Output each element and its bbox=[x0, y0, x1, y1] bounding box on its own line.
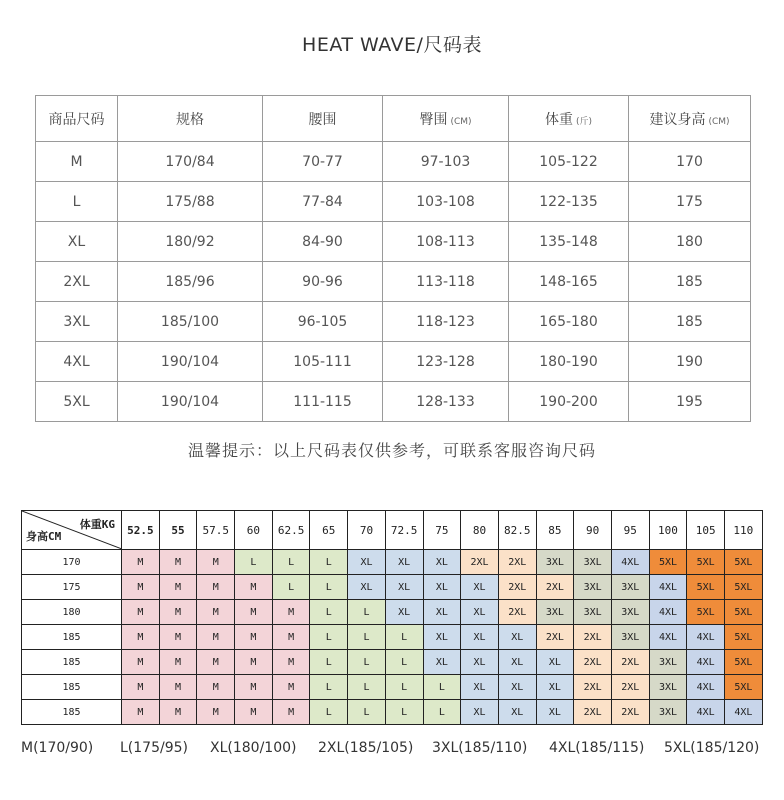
size-cell: M bbox=[159, 700, 197, 725]
size-cell: 3XL bbox=[574, 550, 612, 575]
weight-header-cell: 82.5 bbox=[498, 511, 536, 550]
size-cell: M bbox=[197, 625, 235, 650]
table-cell: 148-165 bbox=[509, 262, 629, 302]
table-cell: 105-111 bbox=[263, 342, 383, 382]
size-cell: M bbox=[159, 650, 197, 675]
size-cell: 2XL bbox=[536, 575, 574, 600]
size-cell: XL bbox=[536, 700, 574, 725]
size-cell: 5XL bbox=[725, 625, 763, 650]
table-cell: 190/104 bbox=[118, 382, 263, 422]
size-cell: M bbox=[272, 675, 310, 700]
size-cell: XL bbox=[385, 550, 423, 575]
table-cell: 118-123 bbox=[383, 302, 509, 342]
weight-header-cell: 60 bbox=[235, 511, 273, 550]
table-cell: 3XL bbox=[36, 302, 118, 342]
size-cell: 5XL bbox=[725, 650, 763, 675]
size-cell: 2XL bbox=[574, 625, 612, 650]
size-cell: M bbox=[197, 550, 235, 575]
size-legend bbox=[0, 740, 784, 760]
table-cell: M bbox=[36, 142, 118, 182]
size-cell: 2XL bbox=[461, 550, 499, 575]
table-cell: 84-90 bbox=[263, 222, 383, 262]
size-cell: 5XL bbox=[725, 575, 763, 600]
size-cell: 4XL bbox=[687, 675, 725, 700]
size-cell: L bbox=[348, 625, 386, 650]
table-cell: 96-105 bbox=[263, 302, 383, 342]
table-row bbox=[36, 382, 751, 422]
header-label: 体重 bbox=[544, 111, 573, 128]
size-cell: 4XL bbox=[649, 575, 687, 600]
size-cell: 2XL bbox=[498, 575, 536, 600]
table-cell: 2XL bbox=[36, 262, 118, 302]
table-cell: 70-77 bbox=[263, 142, 383, 182]
size-cell: 3XL bbox=[574, 575, 612, 600]
size-cell: M bbox=[159, 675, 197, 700]
weight-header-cell: 90 bbox=[574, 511, 612, 550]
weight-header-cell: 57.5 bbox=[197, 511, 235, 550]
size-cell: 2XL bbox=[574, 650, 612, 675]
size-cell: 3XL bbox=[611, 625, 649, 650]
table-cell: 190/104 bbox=[118, 342, 263, 382]
header-label: 腰围 bbox=[308, 111, 337, 128]
size-cell: M bbox=[235, 575, 273, 600]
size-cell: M bbox=[272, 650, 310, 675]
size-cell: L bbox=[385, 650, 423, 675]
height-cell: 185 bbox=[22, 700, 122, 725]
height-cell: 170 bbox=[22, 550, 122, 575]
size-cell: XL bbox=[423, 550, 461, 575]
size-cell: M bbox=[272, 625, 310, 650]
legend-item: L(175/95) bbox=[120, 740, 188, 756]
size-cell: 3XL bbox=[649, 650, 687, 675]
table-row bbox=[36, 182, 751, 222]
size-cell: M bbox=[159, 600, 197, 625]
size-cell: M bbox=[272, 600, 310, 625]
size-cell: XL bbox=[498, 700, 536, 725]
size-cell: XL bbox=[461, 600, 499, 625]
height-cell: 180 bbox=[22, 600, 122, 625]
size-cell: XL bbox=[498, 675, 536, 700]
table-cell: 185/100 bbox=[118, 302, 263, 342]
size-cell: XL bbox=[461, 675, 499, 700]
header-label: 商品尺码 bbox=[48, 111, 105, 128]
size-cell: M bbox=[122, 650, 160, 675]
size-cell: M bbox=[235, 650, 273, 675]
size-cell: L bbox=[385, 675, 423, 700]
weight-header-cell: 95 bbox=[611, 511, 649, 550]
size-cell: L bbox=[348, 600, 386, 625]
height-cell: 185 bbox=[22, 650, 122, 675]
weight-header-cell: 62.5 bbox=[272, 511, 310, 550]
size-cell: 3XL bbox=[649, 700, 687, 725]
size-table-header-cell bbox=[263, 96, 383, 142]
size-cell: XL bbox=[536, 650, 574, 675]
size-cell: 2XL bbox=[498, 550, 536, 575]
size-cell: 5XL bbox=[687, 575, 725, 600]
weight-header-cell: 65 bbox=[310, 511, 348, 550]
size-cell: 2XL bbox=[611, 675, 649, 700]
size-table-header-cell bbox=[383, 96, 509, 142]
size-cell: 3XL bbox=[536, 600, 574, 625]
size-cell: M bbox=[197, 675, 235, 700]
table-cell: 90-96 bbox=[263, 262, 383, 302]
size-cell: M bbox=[122, 550, 160, 575]
size-cell: 2XL bbox=[574, 700, 612, 725]
size-cell: L bbox=[310, 675, 348, 700]
table-cell: 165-180 bbox=[509, 302, 629, 342]
header-unit: (CM) bbox=[450, 116, 472, 127]
size-chart-table bbox=[35, 95, 751, 422]
size-cell: XL bbox=[348, 550, 386, 575]
size-cell: XL bbox=[385, 600, 423, 625]
legend-item: 3XL(185/110) bbox=[432, 740, 528, 756]
size-cell: L bbox=[310, 700, 348, 725]
size-cell: L bbox=[272, 550, 310, 575]
size-cell: L bbox=[423, 700, 461, 725]
size-cell: L bbox=[385, 700, 423, 725]
size-cell: 3XL bbox=[611, 575, 649, 600]
table-cell: 122-135 bbox=[509, 182, 629, 222]
size-cell: 4XL bbox=[649, 625, 687, 650]
grid-header-row bbox=[22, 511, 763, 550]
table-row bbox=[36, 342, 751, 382]
size-cell: 5XL bbox=[649, 550, 687, 575]
table-cell: 175/88 bbox=[118, 182, 263, 222]
size-cell: M bbox=[235, 625, 273, 650]
size-cell: 2XL bbox=[574, 675, 612, 700]
size-cell: L bbox=[310, 575, 348, 600]
size-cell: 3XL bbox=[649, 675, 687, 700]
size-cell: M bbox=[122, 575, 160, 600]
table-row bbox=[36, 262, 751, 302]
weight-header-cell: 70 bbox=[348, 511, 386, 550]
table-cell: 185/96 bbox=[118, 262, 263, 302]
table-cell: 180/92 bbox=[118, 222, 263, 262]
size-tip: 温馨提示：以上尺码表仅供参考，可联系客服咨询尺码 bbox=[187, 441, 596, 460]
height-cell: 185 bbox=[22, 625, 122, 650]
size-cell: L bbox=[348, 650, 386, 675]
weight-header-cell: 75 bbox=[423, 511, 461, 550]
grid-row bbox=[22, 575, 763, 600]
size-cell: XL bbox=[498, 625, 536, 650]
table-cell: 175 bbox=[629, 182, 751, 222]
legend-item: 4XL(185/115) bbox=[549, 740, 645, 756]
size-cell: L bbox=[272, 575, 310, 600]
size-cell: 4XL bbox=[725, 700, 763, 725]
size-cell: M bbox=[235, 600, 273, 625]
size-table-header-cell bbox=[118, 96, 263, 142]
table-cell: 5XL bbox=[36, 382, 118, 422]
legend-item: M(170/90) bbox=[21, 740, 94, 756]
header-unit: (CM) bbox=[708, 116, 730, 127]
size-cell: 4XL bbox=[687, 650, 725, 675]
size-cell: XL bbox=[536, 675, 574, 700]
table-cell: 128-133 bbox=[383, 382, 509, 422]
weight-axis-label: 体重KG bbox=[79, 518, 115, 531]
size-cell: L bbox=[348, 675, 386, 700]
legend-item: 5XL(185/120) bbox=[664, 740, 760, 756]
weight-header-cell: 85 bbox=[536, 511, 574, 550]
size-cell: M bbox=[159, 625, 197, 650]
weight-header-cell: 110 bbox=[725, 511, 763, 550]
height-cell: 185 bbox=[22, 675, 122, 700]
height-axis-label: 身高CM bbox=[26, 530, 62, 543]
weight-header-cell: 52.5 bbox=[122, 511, 160, 550]
size-cell: 4XL bbox=[611, 550, 649, 575]
size-cell: M bbox=[159, 550, 197, 575]
page-title: HEAT WAVE/尺码表 bbox=[302, 34, 482, 56]
table-cell: 170/84 bbox=[118, 142, 263, 182]
size-cell: XL bbox=[423, 600, 461, 625]
size-cell: 4XL bbox=[687, 625, 725, 650]
size-cell: 5XL bbox=[687, 550, 725, 575]
size-cell: XL bbox=[461, 575, 499, 600]
size-cell: M bbox=[122, 600, 160, 625]
size-table-header-cell bbox=[629, 96, 751, 142]
size-cell: L bbox=[310, 650, 348, 675]
table-cell: 180 bbox=[629, 222, 751, 262]
size-cell: 4XL bbox=[649, 600, 687, 625]
table-cell: 4XL bbox=[36, 342, 118, 382]
grid-row bbox=[22, 625, 763, 650]
size-cell: XL bbox=[498, 650, 536, 675]
table-row bbox=[36, 142, 751, 182]
height-cell: 175 bbox=[22, 575, 122, 600]
weight-header-cell: 72.5 bbox=[385, 511, 423, 550]
size-table-header-cell bbox=[509, 96, 629, 142]
size-cell: L bbox=[310, 550, 348, 575]
table-cell: 180-190 bbox=[509, 342, 629, 382]
grid-row bbox=[22, 675, 763, 700]
size-cell: XL bbox=[461, 700, 499, 725]
grid-row bbox=[22, 600, 763, 625]
size-cell: L bbox=[423, 675, 461, 700]
size-table-header-row bbox=[36, 96, 751, 142]
header-label: 规格 bbox=[176, 111, 204, 128]
size-cell: M bbox=[159, 575, 197, 600]
size-cell: 4XL bbox=[687, 700, 725, 725]
size-cell: L bbox=[348, 700, 386, 725]
table-cell: 185 bbox=[629, 262, 751, 302]
grid-row bbox=[22, 700, 763, 725]
size-cell: XL bbox=[423, 575, 461, 600]
height-weight-grid bbox=[21, 510, 763, 725]
table-cell: 190 bbox=[629, 342, 751, 382]
size-cell: 5XL bbox=[687, 600, 725, 625]
size-cell: M bbox=[122, 700, 160, 725]
size-cell: M bbox=[197, 700, 235, 725]
size-cell: M bbox=[122, 675, 160, 700]
size-cell: 3XL bbox=[536, 550, 574, 575]
size-cell: M bbox=[235, 675, 273, 700]
table-cell: 170 bbox=[629, 142, 751, 182]
size-cell: L bbox=[310, 625, 348, 650]
weight-header-cell: 80 bbox=[461, 511, 499, 550]
grid-corner-cell bbox=[22, 511, 122, 550]
table-cell: 97-103 bbox=[383, 142, 509, 182]
size-cell: M bbox=[197, 650, 235, 675]
size-cell: 5XL bbox=[725, 600, 763, 625]
size-cell: 2XL bbox=[536, 625, 574, 650]
size-cell: L bbox=[385, 625, 423, 650]
size-cell: 3XL bbox=[574, 600, 612, 625]
table-cell: 108-113 bbox=[383, 222, 509, 262]
table-cell: 113-118 bbox=[383, 262, 509, 302]
size-cell: XL bbox=[423, 650, 461, 675]
table-cell: 190-200 bbox=[509, 382, 629, 422]
header-unit: (斤) bbox=[575, 116, 593, 127]
legend-item: 2XL(185/105) bbox=[318, 740, 414, 756]
table-cell: 135-148 bbox=[509, 222, 629, 262]
size-cell: XL bbox=[423, 625, 461, 650]
size-cell: 2XL bbox=[611, 700, 649, 725]
table-cell: 77-84 bbox=[263, 182, 383, 222]
grid-row bbox=[22, 650, 763, 675]
size-cell: XL bbox=[461, 625, 499, 650]
header-label: 建议身高 bbox=[649, 111, 706, 128]
size-table-header-cell bbox=[36, 96, 118, 142]
header-label: 臀围 bbox=[419, 111, 448, 128]
size-cell: M bbox=[197, 575, 235, 600]
size-cell: M bbox=[272, 700, 310, 725]
weight-header-cell: 100 bbox=[649, 511, 687, 550]
size-cell: XL bbox=[461, 650, 499, 675]
size-cell: XL bbox=[385, 575, 423, 600]
table-row bbox=[36, 302, 751, 342]
table-cell: 185 bbox=[629, 302, 751, 342]
size-cell: M bbox=[235, 700, 273, 725]
table-cell: 123-128 bbox=[383, 342, 509, 382]
table-cell: 105-122 bbox=[509, 142, 629, 182]
size-cell: 3XL bbox=[611, 600, 649, 625]
size-cell: 5XL bbox=[725, 675, 763, 700]
table-cell: XL bbox=[36, 222, 118, 262]
weight-header-cell: 105 bbox=[687, 511, 725, 550]
legend-item: XL(180/100) bbox=[210, 740, 297, 756]
table-row bbox=[36, 222, 751, 262]
grid-row bbox=[22, 550, 763, 575]
size-cell: XL bbox=[348, 575, 386, 600]
size-cell: 2XL bbox=[498, 600, 536, 625]
size-cell: L bbox=[310, 600, 348, 625]
size-cell: 2XL bbox=[611, 650, 649, 675]
table-cell: L bbox=[36, 182, 118, 222]
table-cell: 103-108 bbox=[383, 182, 509, 222]
size-cell: M bbox=[122, 625, 160, 650]
table-cell: 195 bbox=[629, 382, 751, 422]
size-cell: L bbox=[235, 550, 273, 575]
size-cell: 5XL bbox=[725, 550, 763, 575]
size-cell: M bbox=[197, 600, 235, 625]
weight-header-cell: 55 bbox=[159, 511, 197, 550]
table-cell: 111-115 bbox=[263, 382, 383, 422]
